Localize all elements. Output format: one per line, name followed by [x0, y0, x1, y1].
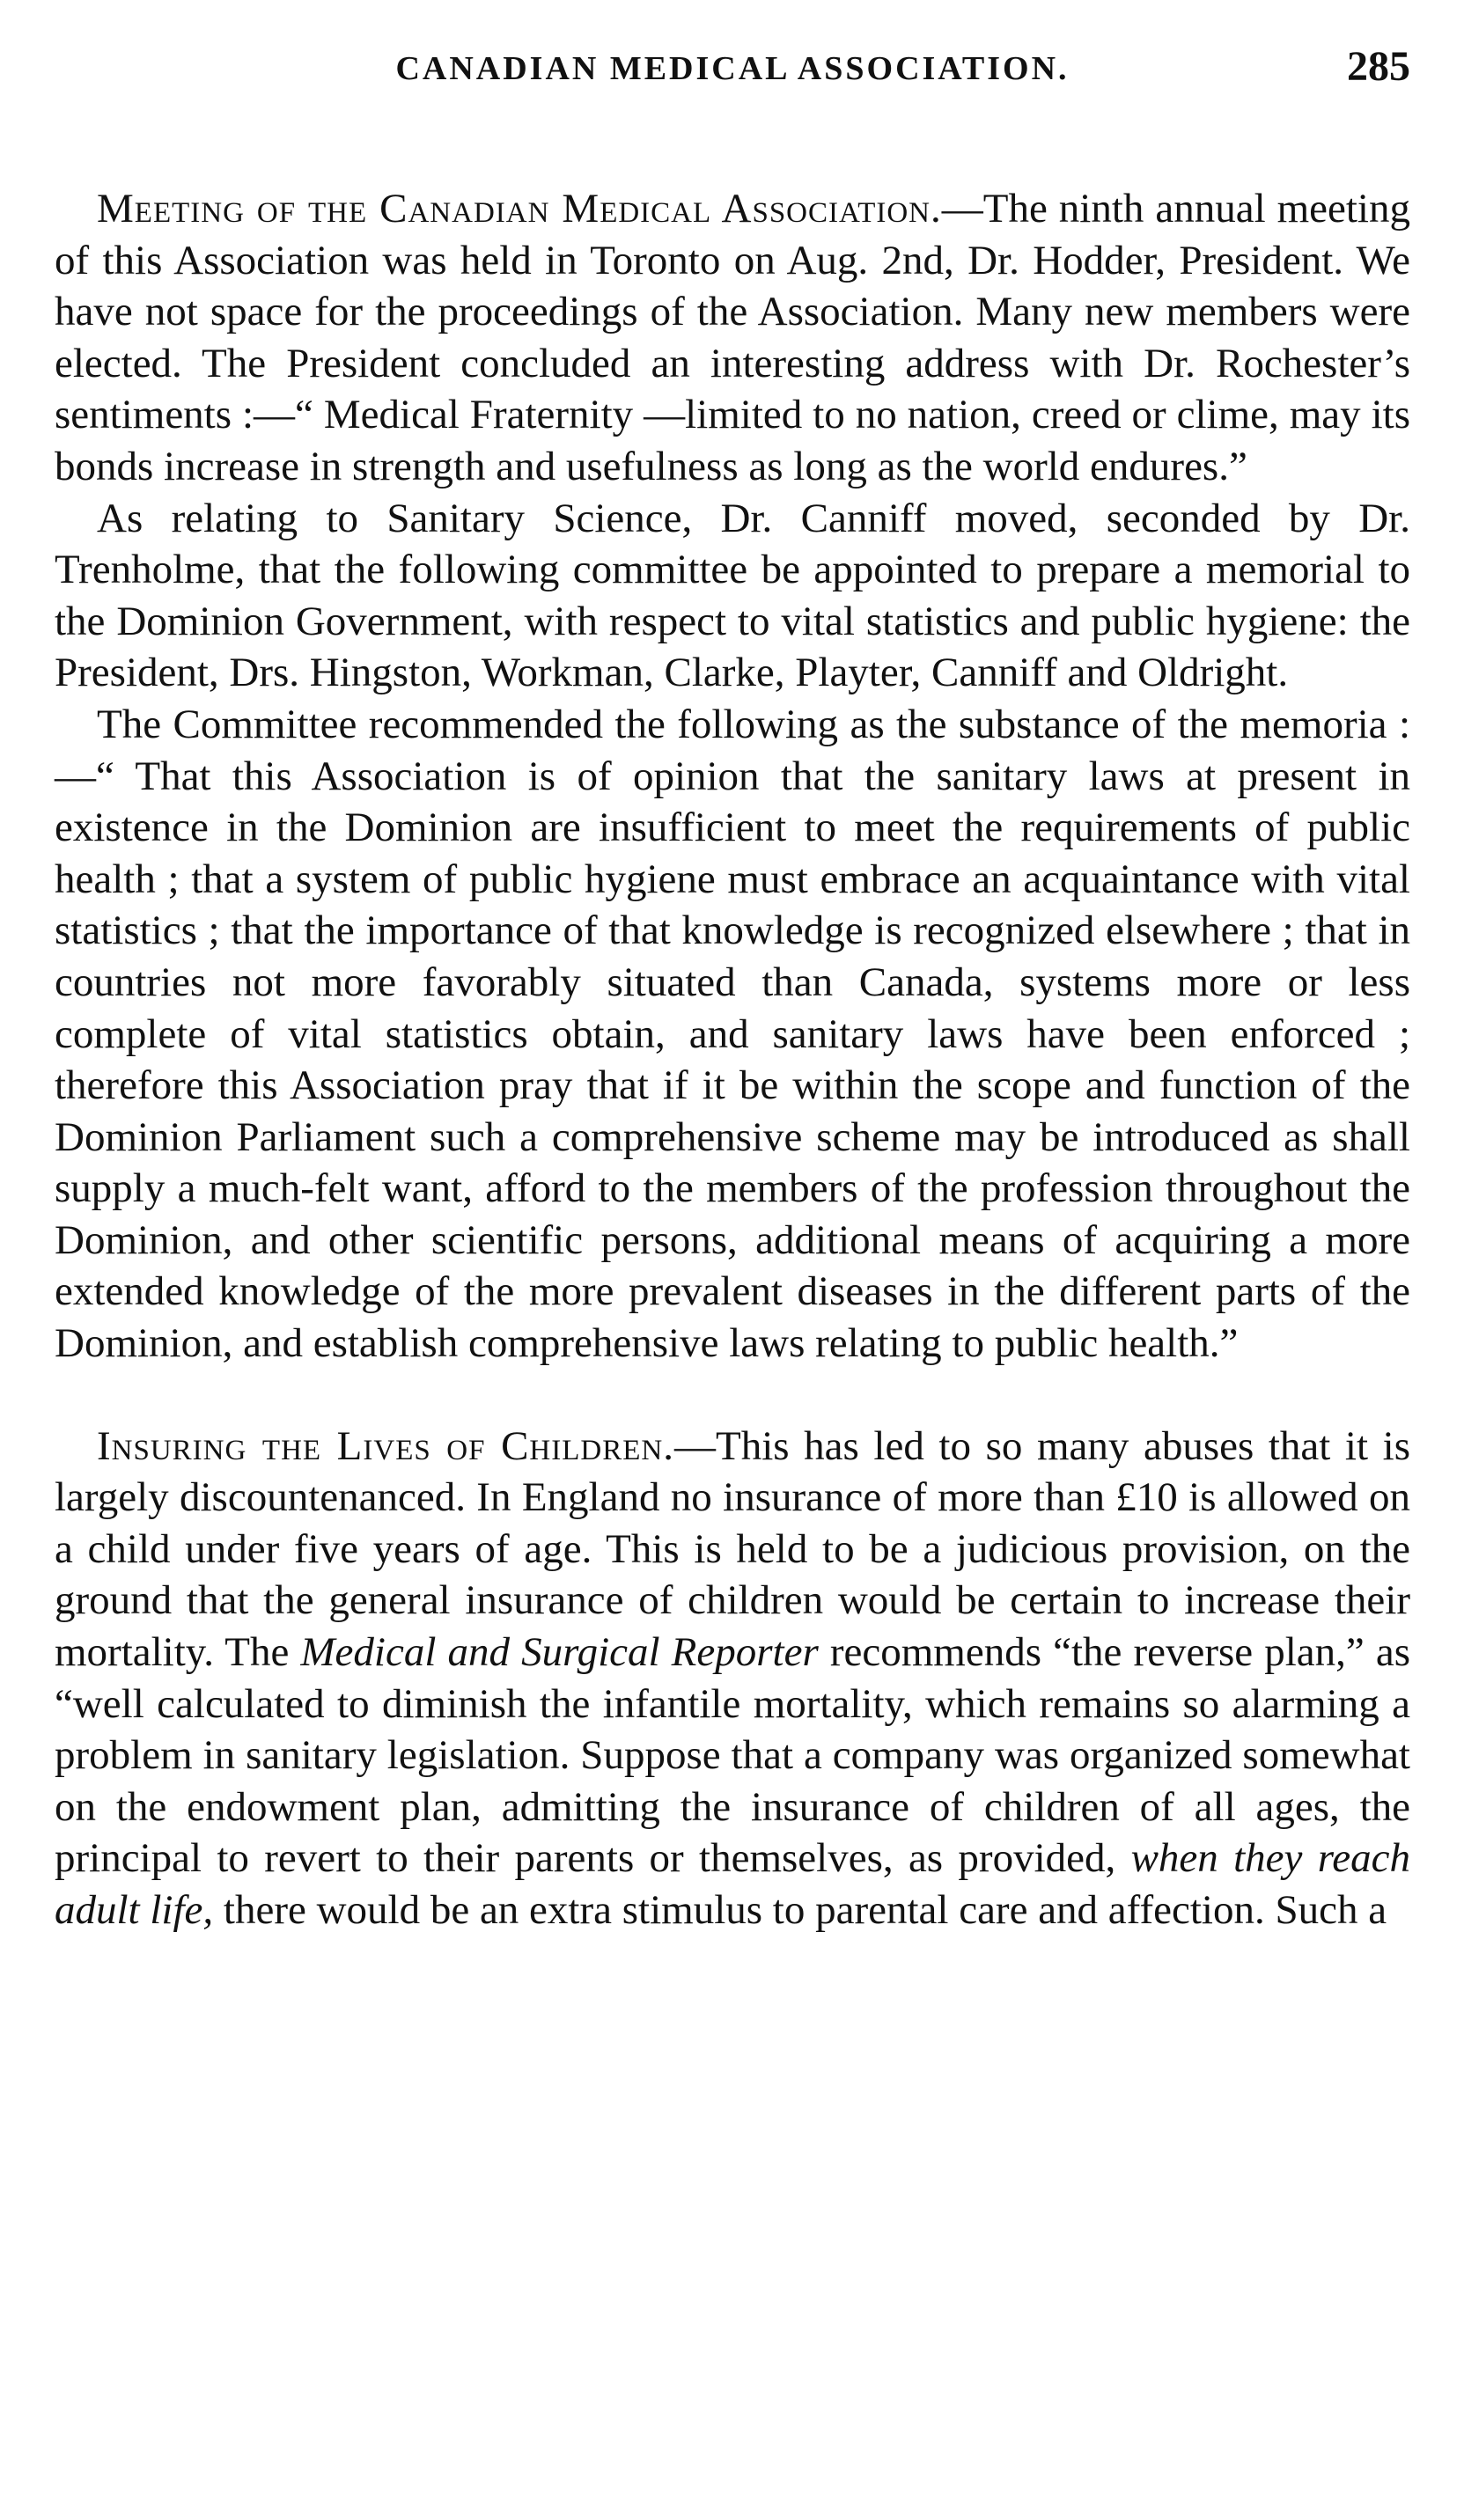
paragraph-text: The Committee recommended the following as the substance of the memoria :—“ That this Association is of opinion that the sanitary laws at present in existence in the Dominion are insufficient to meet the requirements of public health ; that a system of public hygiene must embrace an acquaintance with vital statistics ; that the importance of that knowledge is recognized elsewhere ; that in countries not more favorably situated than Canada, systems more or less complete of vital statistics obtain, and sanitary laws have been enforced ; therefore this Association pray that if it be within the scope and function of the Dominion Parliament such a comprehensive scheme may be introduced as shall supply a much-felt want, afford to the members of the profession throughout the Dominion, and other scientific persons, additional means of acquiring a more extended knowledge of the more prevalent diseases in the different parts of the Dominion, and establish comprehensive laws relating to public health.”: [55, 701, 1410, 1367]
paragraph-insuring-children: [55, 1421, 1410, 1936]
section-gap: [55, 1370, 1410, 1421]
running-title: CANADIAN MEDICAL ASSOCIATION.: [395, 50, 1070, 87]
paragraph-text: —This has led to so many abuses that it is largely discountenanced. In England no insurance of more than £10 is allowed on a child under five years of age. This is held to be a judicious provision, on the ground that the general insurance of children would be certain to increase their mortality. The: [55, 1422, 1410, 1676]
paragraph-text: As relating to Sanitary Science, Dr. Canniff moved, seconded by Dr. Trenholme, that the following committee be appointed to prepare a memorial to the Dominion Government, with respect to vital statistics and public hygiene: the President, Drs. Hingston, Workman, Clarke, Playter, Canniff and Oldright.: [55, 495, 1410, 696]
document-page: [55, 42, 1410, 1936]
paragraph-text: recommends “the reverse plan,” as “well calculated to diminish the infantile mortality, which remains so alarming a problem in sanitary legislation. Suppose that a company was organized somewhat on the endowment plan, admitting the insurance of children of all ages, the principal to revert to their parents or themselves, as provided,: [55, 1629, 1410, 1882]
section-heading-insuring: Insuring the Lives of Children.: [97, 1422, 674, 1469]
paragraph-sanitary-science: [55, 493, 1410, 699]
paragraph-text: there would be an extra stimulus to parental care and affection. Such a: [213, 1887, 1387, 1933]
section-heading-meeting: Meeting of the Canadian Medical Association.: [97, 186, 942, 231]
running-head: [55, 42, 1410, 95]
paragraph-meeting-intro: [55, 183, 1410, 493]
paragraph-text: —The ninth annual meeting of this Association was held in Toronto on Aug. 2nd, Dr. Hodder, President. We have not space for the proceedings of the Association. Many new members were elected. The President concluded an interesting address with Dr. Rochester’s sentiments :—“ Medical Fraternity —limited to no nation, creed or clime, may its bonds increase in strength and usefulness as long as the world endures.”: [55, 186, 1410, 489]
page-number: 285: [1347, 43, 1410, 90]
paragraph-memorial: [55, 699, 1410, 1370]
body-text: [55, 183, 1410, 1936]
emphasis-text: when they reach adult life,: [55, 1835, 1410, 1933]
journal-title: Medical and Surgical Reporter: [300, 1629, 819, 1676]
